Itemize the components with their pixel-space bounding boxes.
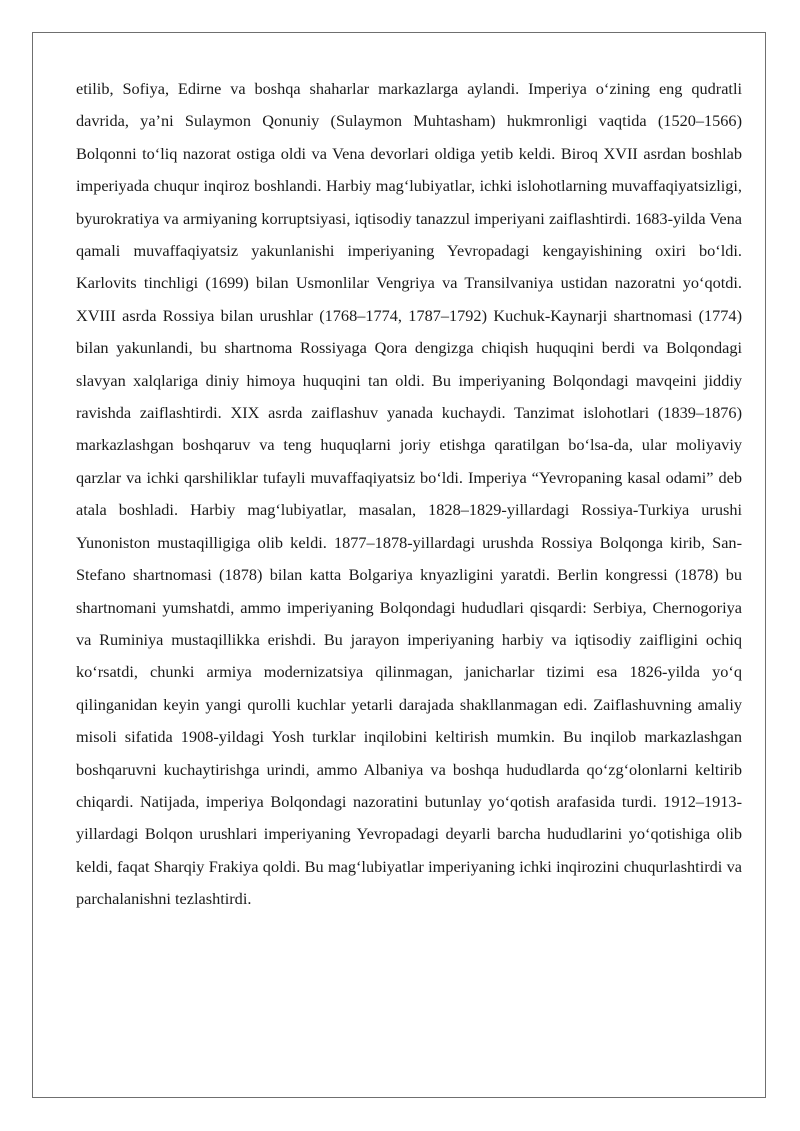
body-paragraph: etilib, Sofiya, Edirne va boshqa shaharlar markazlarga aylandi. Imperiya oʻzining eng qudratli davrida, ya’ni Sulaymon Qonuniy (Sulaymon Muhtasham) hukmronligi vaqtida (1520–1566) Bolqonni toʻliq nazorat ostiga oldi va Vena devorlari oldiga yetib keldi. Biroq XVII asrdan boshlab imperiyada chuqur inqiroz boshlandi. Harbiy magʻlubiyatlar, ichki islohotlarning muvaffaqiyatsizligi, byurokratiya va armiyaning korruptsiyasi, iqtisodiy tanazzul imperiyani zaiflashtirdi. 1683-yilda Vena qamali muvaffaqiyatsiz yakunlanishi imperiyaning Yevropadagi kengayishining oxiri boʻldi. Karlovits tinchligi (1699) bilan Usmonlilar Vengriya va Transilvaniya ustidan nazoratni yoʻqotdi. XVIII asrda Rossiya bilan urushlar (1768–1774, 1787–1792) Kuchuk-Kaynarji shartnomasi (1774) bilan yakunlandi, bu shartnoma Rossiyaga Qora dengizga chiqish huquqini berdi va Bolqondagi slavyan xalqlariga diniy himoya huquqini tan oldi. Bu imperiyaning Bolqondagi mavqeini jiddiy ravishda zaiflashtirdi. XIX asrda zaiflashuv yanada kuchaydi. Tanzimat islohotlari (1839–1876) markazlashgan boshqaruv va teng huquqlarni joriy etishga qaratilgan boʻlsa-da, ular moliyaviy qarzlar va ichki qarshiliklar tufayli muvaffaqiyatsiz boʻldi. Imperiya “Yevropaning kasal odami” deb atala boshladi. Harbiy magʻlubiyatlar, masalan, 1828–1829-yillardagi Rossiya-Turkiya urushi Yunoniston mustaqilligiga olib keldi. 1877–1878-yillardagi urushda Rossiya Bolqonga kirib, San-Stefano shartnomasi (1878) bilan katta Bolgariya knyazligini yaratdi. Berlin kongressi (1878) bu shartnomani yumshatdi, ammo imperiyaning Bolqondagi hududlari qisqardi: Serbiya, Chernogoriya va Ruminiya mustaqillikka erishdi. Bu jarayon imperiyaning harbiy va iqtisodiy zaifligini ochiq koʻrsatdi, chunki armiya modernizatsiya qilinmagan, janicharlar tizimi esa 1826-yilda yoʻq qilinganidan keyin yangi qurolli kuchlar yetarli darajada shakllanmagan edi. Zaiflashuvning amaliy misoli sifatida 1908-yildagi Yosh turklar inqilobini keltirish mumkin. Bu inqilob markazlashgan boshqaruvni kuchaytirishga urindi, ammo Albaniya va boshqa hududlarda qoʻzgʻolonlarni keltirib chiqardi. Natijada, imperiya Bolqondagi nazoratini butunlay yoʻqotish arafasida turdi. 1912–1913-yillardagi Bolqon urushlari imperiyaning Yevropadagi deyarli barcha hududlarini yoʻqotishiga olib keldi, faqat Sharqiy Frakiya qoldi. Bu magʻlubiyatlar imperiyaning ichki inqirozini chuqurlashtirdi va parchalanishni tezlashtirdi. xyxy=(76,79,742,909)
